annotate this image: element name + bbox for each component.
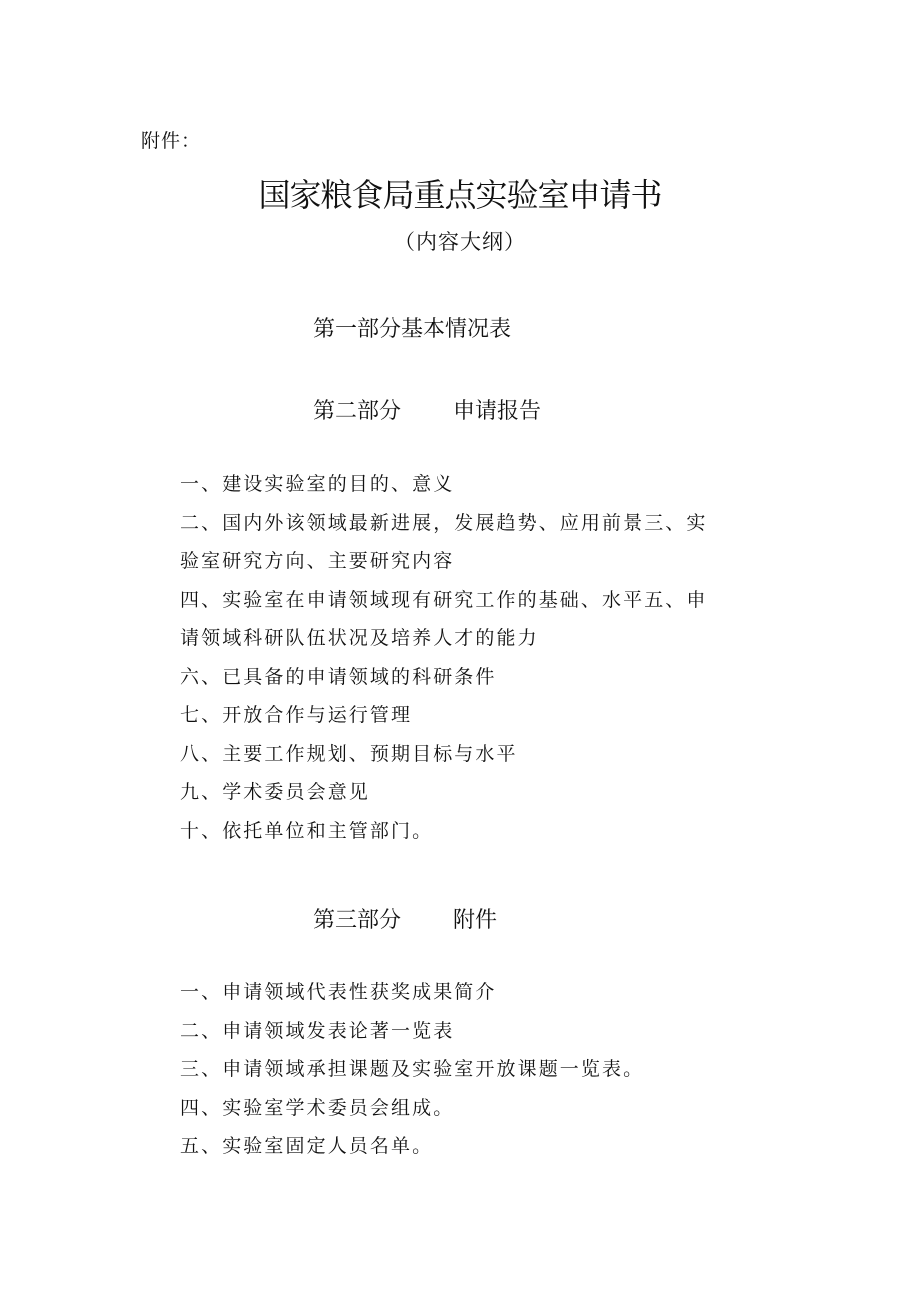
part3-heading — [313, 903, 497, 934]
list-item: 四、实验室学术委员会组成。 — [180, 1096, 455, 1119]
document-title: 国家粮食局重点实验室申请书 — [258, 176, 662, 214]
list-item: 十、依托单位和主管部门。 — [180, 819, 434, 842]
part3-heading-title: 附件 — [453, 908, 498, 933]
part3-list — [180, 973, 740, 1166]
list-item: 七、开放合作与运行管理 — [180, 704, 413, 726]
list-item: 四、实验室在申请领域现有研究工作的基础、水平五、申 — [180, 588, 708, 611]
part2-heading-title: 申请报告 — [453, 399, 542, 424]
list-item: 二、国内外该领域最新进展，发展趋势、应用前景三、实 — [180, 511, 708, 534]
list-item: 九、学术委员会意见 — [180, 781, 370, 803]
part2-heading-number: 第二部分 — [313, 399, 402, 424]
list-item: 八、主要工作规划、预期目标与水平 — [180, 742, 518, 765]
list-item: 验室研究方向、主要研究内容 — [180, 550, 455, 572]
list-item: 一、建设实验室的目的、意义 — [180, 473, 455, 495]
attachment-label: 附件： — [141, 130, 202, 152]
part1-heading: 第一部分基本情况表 — [313, 317, 512, 342]
document-subtitle: （内容大纲） — [394, 230, 526, 254]
list-item: 请领域科研队伍状况及培养人才的能力 — [180, 627, 539, 649]
part2-list — [180, 465, 740, 850]
list-item: 一、申请领域代表性获奖成果简介 — [180, 981, 497, 1003]
list-item: 五、实验室固定人员名单。 — [180, 1135, 434, 1157]
part3-heading-number: 第三部分 — [313, 908, 402, 933]
list-item: 六、已具备的申请领域的科研条件 — [180, 665, 497, 688]
list-item: 三、申请领域承担课题及实验室开放课题一览表。 — [180, 1058, 645, 1080]
list-item: 二、申请领域发表论著一览表 — [180, 1019, 455, 1042]
part2-heading — [313, 394, 541, 425]
